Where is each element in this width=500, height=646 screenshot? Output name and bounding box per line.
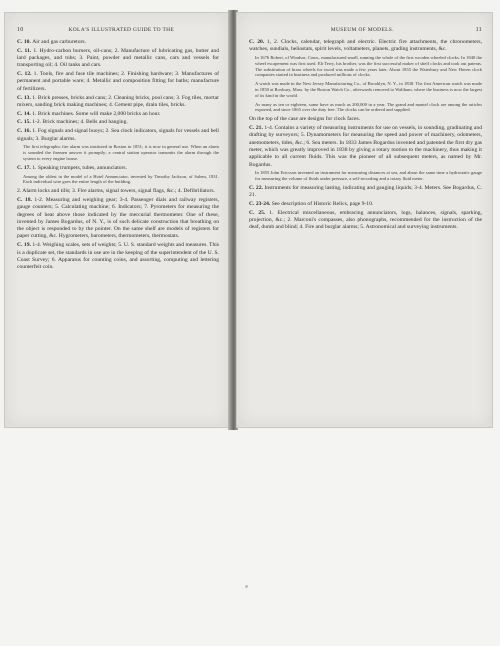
entry-text: 1. Fog signals and signal buoys; 2. Sea clock indicators, signals for vessels and bell signals; 3. Burglar alarms. <box>17 128 219 142</box>
entry-text: 1-2. Measuring and weighing gear; 3-4. Passenger dials and railway registers, gauge counters; 5. Calculating machine; 6. Indicators; 7. Pyrometers for measuring the degrees of heat above those indicated by the mercurial thermometer. One of these, invented by James Bogardus, of N. Y., is of such delicate construction that breathing on the object is responded to by the pointer. On the same shelf are models of registers for paper cutting, &c. Hygrometers, barometers, thermometers, thermostats. <box>17 196 219 240</box>
blank-scan-area <box>0 430 500 646</box>
catalog-entry <box>249 201 482 208</box>
entry-text: 1-4. Contains a variety of measuring instruments for use on vessels, in sounding, gradinating and drafting by surveyors; 5. Dynamometers for measuring the speed and power of machinery, odometers, anemometers, tides, &c.; 6. Sea meters. In 1833 James Bogardus invented and patented the first dry gas meter, which was greatly improved in 1838 by giving a rotary motion to the machinery, thus making it applicable to all current fluids. This was the pioneer of all subsequent meters, as named by Mr. Bogardus. <box>249 125 483 168</box>
catalog-entry <box>17 48 219 70</box>
catalog-entry <box>17 119 219 126</box>
entry-text: 1. Hydro-carbon burners, oil-cans; 2. Manufacture of lubricating gas, butter and lard packages, and tubs; 3. Paint, powder and metallic cans, cars and vessels for transporting oil; 4. Oil tanks and cars. <box>17 47 219 69</box>
case-number: C. 23-24. <box>249 201 272 208</box>
case-number: C. 22. <box>249 184 265 191</box>
case-number: C. 13. <box>17 94 33 101</box>
case-number: C. 18. <box>17 196 35 203</box>
case-number: C. 15. <box>17 119 33 126</box>
case-number: C. 21. <box>249 125 265 132</box>
entry-text: On the top of the case are designs for clock faces. <box>249 116 361 123</box>
catalog-entry <box>17 128 219 143</box>
entry-text: 1-4. Weighing scales, sets of weights; 5. U. S. standard weights and measures. This is a duplicate set, the standards in use are in the keeping of the superintendent of the U. S. Coast Survey; 6. Apparatus for counting coins, and assorting, computing and lettering counterfeit coin. <box>17 242 219 271</box>
catalog-entry <box>17 188 219 195</box>
catalog-entry <box>17 39 219 46</box>
catalog-entry <box>17 71 219 93</box>
right-page <box>236 12 493 428</box>
entry-text: 1. Brick machines. Some will make 2,000 bricks an hour. <box>32 110 161 117</box>
footnote-paragraph: A watch was made in the New Jersey Manufacturing Co., of Brooklyn, N. Y., in 1838. The first American watch was made in 1850 at Roxbury, Mass. by the Boston Watch Co., afterwards removed to Waltham, where the business is now the largest of its kind in the world. <box>255 81 482 98</box>
left-page-content <box>17 27 219 417</box>
left-page-number: 10 <box>17 27 24 33</box>
catalog-entry <box>249 210 482 232</box>
left-running-head: KOLA'S ILLUSTRATED GUIDE TO THE <box>68 27 175 33</box>
catalog-entry <box>17 111 219 118</box>
entry-text: Air and gas carburetors. <box>32 39 86 45</box>
left-page <box>4 12 230 428</box>
catalog-entry <box>249 185 482 200</box>
left-page-header <box>17 27 219 33</box>
footnote-paragraph: The first telegraphic fire alarm was instituted in Boston in 1851; it is now in general use. When an alarm is sounded the firemen answer it promptly; a central station operator transmits the alarm through the system to every engine house. <box>23 144 219 161</box>
catalog-entry <box>249 116 482 123</box>
catalog-entry <box>17 197 219 241</box>
catalog-entry <box>17 242 219 271</box>
entry-text: 1-2. Brick machines; 4. Bells and hanging. <box>32 119 128 126</box>
entry-text: 2. Alarm locks and tills; 3. Fire alarms, signal towers, signal flags, &c.; 4. Defibrillators. <box>17 188 215 195</box>
catalog-entry <box>249 125 482 169</box>
entry-text: See description of Historic Relics, page 9-10. <box>271 201 374 208</box>
case-number: C. 14. <box>17 110 33 117</box>
right-page-body <box>249 39 482 232</box>
right-page-content <box>249 27 482 417</box>
case-number: C. 10. <box>17 39 33 45</box>
catalog-entry <box>17 165 219 172</box>
case-number: C. 16. <box>17 128 33 135</box>
case-number: C. 17. <box>17 164 33 171</box>
catalog-entry <box>17 95 219 110</box>
entry-text: 1. Brick presses, bricks and cans; 2. Cleaning bricks, pool cans; 3. Fog tiles, mortar mixers, sanding brick making machines; 4. Cement pipe, drain tiles, bricks. <box>17 94 219 108</box>
footnote-paragraph: In 1855 John Ericsson invented an instrument for measuring distances at sea, and about the same time a hydrostatic gauge for measuring the volume of fluids under pressure, a self-recording and a rotary fluid meter. <box>255 170 482 182</box>
right-running-head: MUSEUM OF MODELS. <box>330 27 394 33</box>
entry-text: 1, 2. Clocks, calendar, telegraph and electric. Electric fire attachments, the chronometers, watches, sundials, heliostats, spirit levels, voltameters, planets, grading instruments, &c. <box>249 39 482 53</box>
right-page-number: 11 <box>475 27 482 33</box>
case-number: C. 11. <box>17 47 34 54</box>
case-number: C. 25. <box>249 209 270 216</box>
catalog-entry <box>249 39 482 54</box>
case-number: C. 19. <box>17 242 33 249</box>
entry-text: 1. Speaking trumpets, tubes, annunciators. <box>32 164 128 171</box>
case-number: C. 20. <box>249 39 268 45</box>
open-book <box>4 12 493 428</box>
entry-text: 1. Tools, fire and fuse tile machines; 2. Finishing hardware; 3. Manufactures of permanent and portable ware; 4. Metallic and composition fitting for baths; manufacture of fertilizers. <box>17 71 219 92</box>
footnote-paragraph: As many as ten or eighteen, some have as much as 200,000 in a year. The grand and mantel clock are among the articles exported, and since 1865 over the duty free. The clocks can be ordered and supplied. <box>255 101 482 113</box>
left-page-body <box>17 39 219 271</box>
footnote-paragraph: Among the oldest in the model of a Hotel Annunciator, invented by Timothy Jackson, of Salem, 1831. Each individual wire goes the entire length of the building. <box>23 173 219 185</box>
entry-text: Instruments for measuring lasting, indicating and gauging liquids; 3-4. Meters. See Bogardus, C. 21. <box>249 184 482 199</box>
scan-speck <box>245 585 248 588</box>
right-page-header <box>249 27 482 33</box>
case-number: C. 12. <box>17 71 34 78</box>
entry-text: 1. Electrical miscellaneous, embracing annunciators, logs, balances, signals, sparking, projection, &c.; 2. Marconi's compasses, also phonographs, recommended for the instruction of the deaf, dumb and blind; 4. Fire and burglar alarms; 5. Astronomical and surveying instruments. <box>249 209 482 231</box>
footnote-paragraph: In 1676 Robert, of Windsor, Conn., manufactured small, running the whole of the first wooden wheeled clocks. In 1840 the wheel escapement was first used. Eli Terry, his brother, was the first successful maker of shelf clocks and took out patents. The substitution of brass wheels for wood was made a few years later. About 1855 the Waterbury and New Haven clock companies started in business and produced millions of clocks. <box>255 55 482 78</box>
